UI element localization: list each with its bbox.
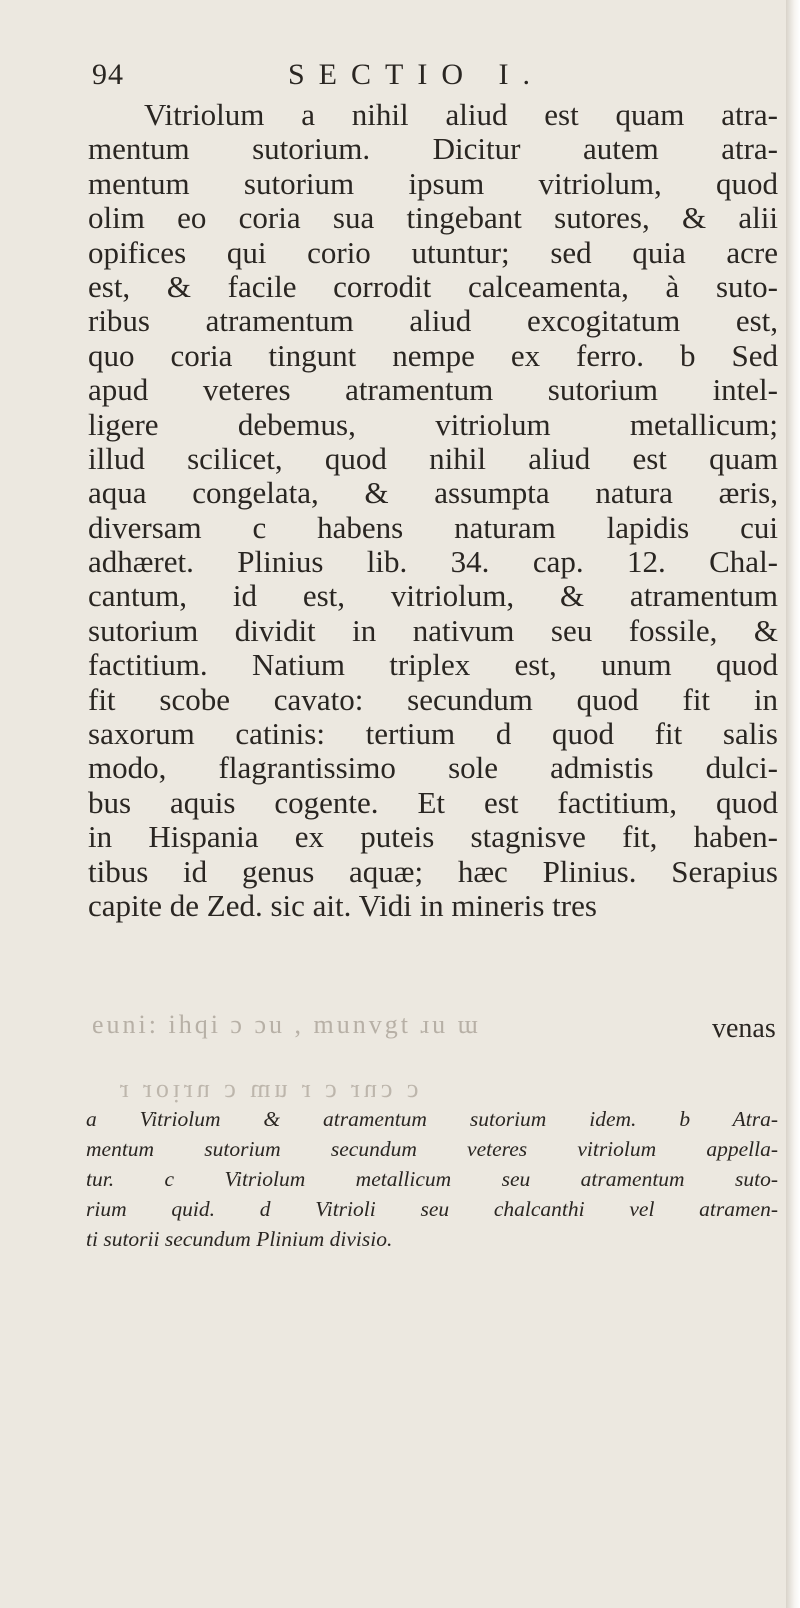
text-line: sutorium dividit in nativum seu fossile, &: [88, 613, 778, 648]
footnote-line: ti sutorii secundum Plinium divisio.: [86, 1227, 393, 1251]
page-header: [0, 58, 786, 98]
running-head: SECTIO I.: [288, 58, 544, 91]
footnote-line: rium quid. d Vitrioli seu chalcanthi vel atramen-: [86, 1197, 778, 1221]
footnote-line: a Vitriolum & atramentum sutorium idem. b Atra-: [86, 1107, 778, 1131]
page-edge: [786, 0, 800, 1608]
page-number: 94: [92, 58, 124, 91]
text-line: bus aquis cogente. Et est factitium, quod: [88, 785, 778, 820]
text-line: factitium. Natium triplex est, unum quod: [88, 648, 778, 683]
text-line: quo coria tingunt nempe ex ferro. b Sed: [88, 338, 778, 373]
body-text: [88, 98, 778, 923]
text-line: diversam c habens naturam lapidis cui: [88, 510, 778, 545]
text-line: illud scilicet, quod nihil aliud est quam: [88, 441, 778, 476]
text-line: capite de Zed. sic ait. Vidi in mineris tres: [88, 888, 597, 923]
footnotes: [86, 1104, 778, 1254]
text-line: ribus atramentum aliud excogitatum est,: [88, 304, 778, 339]
text-line: cantum, id est, vitriolum, & atramentum: [88, 579, 778, 614]
footnote-line: mentum sutorium secundum veteres vitriolum appella-: [86, 1137, 778, 1161]
text-line: apud veteres atramentum sutorium intel-: [88, 373, 778, 408]
text-line: modo, flagrantissimo sole admistis dulci-: [88, 751, 778, 786]
text-line: adhæret. Plinius lib. 34. cap. 12. Chal-: [88, 545, 778, 580]
text-line: olim eo coria sua tingebant sutores, & alii: [88, 201, 778, 236]
text-line: ligere debemus, vitriolum metallicum;: [88, 407, 778, 442]
text-line: tibus id genus aquæ; hæc Plinius. Serapius: [88, 854, 778, 889]
text-line: fit scobe cavato: secundum quod fit in: [88, 682, 778, 717]
bleed-through-text: euni: ihqi ɔ ɔu , munvgt ɹu ɯ: [92, 1010, 481, 1039]
text-line: saxorum catinis: tertium d quod fit salis: [88, 717, 778, 752]
catchword: venas: [712, 1013, 776, 1044]
text-line: aqua congelata, & assumpta natura æris,: [88, 476, 778, 511]
text-line: Vitriolum a nihil aliud est quam atra-: [144, 98, 778, 132]
footnote-line: tur. c Vitriolum metallicum seu atramentum suto-: [86, 1167, 778, 1191]
text-line: in Hispania ex puteis stagnisve fit, haben-: [88, 820, 778, 855]
text-line: est, & facile corrodit calceamenta, à suto-: [88, 269, 778, 304]
text-line: mentum sutorium ipsum vitriolum, quod: [88, 166, 778, 201]
bleed-through-text: ɹ ɹoiɹu ɔ ɯn ɹ ɔ ɹuɔ ɔ: [120, 1079, 423, 1108]
text-line: opifices qui corio utuntur; sed quia acre: [88, 235, 778, 270]
text-line: mentum sutorium. Dicitur autem atra-: [88, 132, 778, 167]
